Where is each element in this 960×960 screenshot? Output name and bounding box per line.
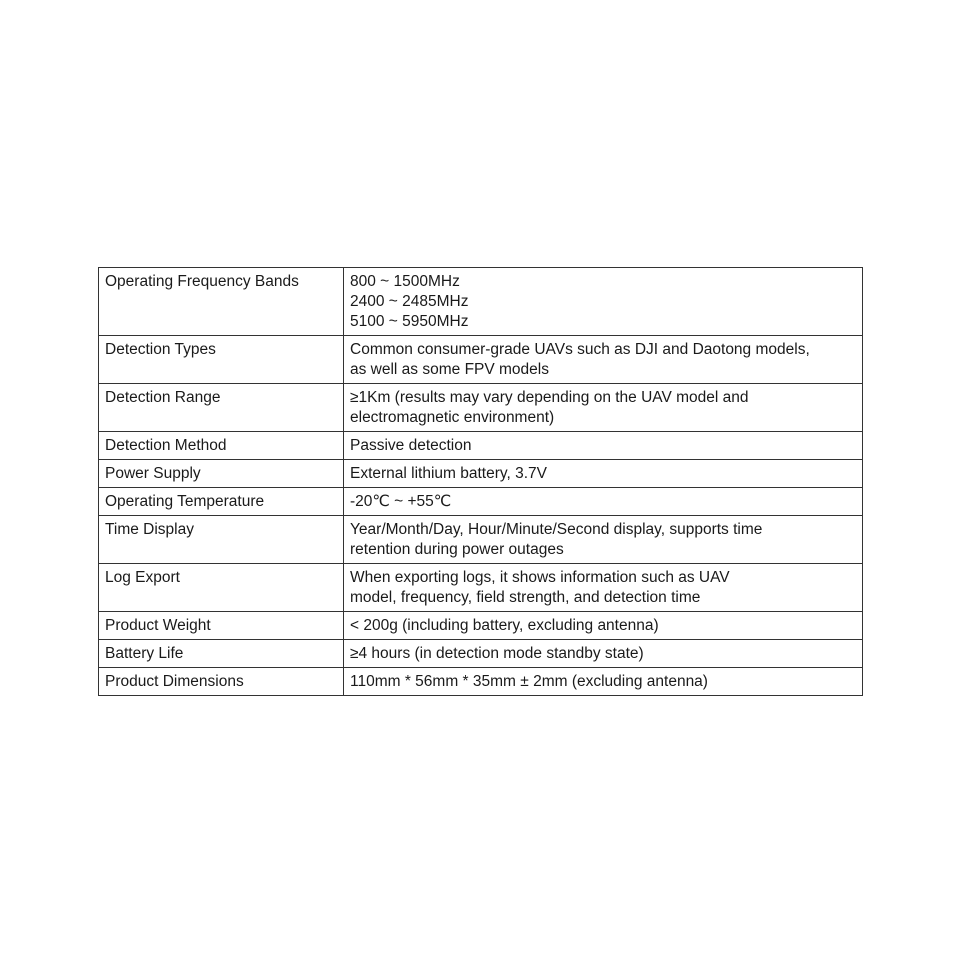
spec-value (344, 432, 863, 460)
table-row (99, 516, 863, 564)
spec-value (344, 564, 863, 612)
spec-value-line: 110mm * 56mm * 35mm ± 2mm (excluding antenna) (350, 673, 708, 690)
spec-label: Battery Life (99, 640, 344, 668)
spec-label: Power Supply (99, 460, 344, 488)
spec-value-line: 5100 ~ 5950MHz (350, 313, 469, 330)
spec-value-line: Year/Month/Day, Hour/Minute/Second display, supports time (350, 521, 763, 538)
spec-value (344, 336, 863, 384)
spec-label: Log Export (99, 564, 344, 612)
table-row (99, 432, 863, 460)
spec-value (344, 268, 863, 336)
spec-value-line: ≥1Km (results may vary depending on the UAV model and (350, 389, 749, 406)
spec-value-line: < 200g (including battery, excluding antenna) (350, 617, 659, 634)
spec-label: Product Dimensions (99, 668, 344, 696)
table-row (99, 488, 863, 516)
spec-table (98, 267, 863, 696)
table-row (99, 268, 863, 336)
spec-value (344, 640, 863, 668)
spec-value-line: When exporting logs, it shows information such as UAV (350, 569, 730, 586)
spec-label: Operating Frequency Bands (99, 268, 344, 336)
spec-label: Time Display (99, 516, 344, 564)
spec-label: Detection Range (99, 384, 344, 432)
table-row (99, 384, 863, 432)
spec-value-line: electromagnetic environment) (350, 409, 555, 426)
table-row (99, 668, 863, 696)
table-row (99, 612, 863, 640)
spec-label: Detection Method (99, 432, 344, 460)
spec-value-line: as well as some FPV models (350, 361, 549, 378)
spec-value (344, 516, 863, 564)
spec-label: Product Weight (99, 612, 344, 640)
spec-label: Operating Temperature (99, 488, 344, 516)
table-row (99, 640, 863, 668)
spec-value-line: -20℃ ~ +55℃ (350, 493, 452, 510)
spec-value (344, 384, 863, 432)
spec-value (344, 460, 863, 488)
spec-value-line: model, frequency, field strength, and detection time (350, 589, 701, 606)
spec-value-line: Passive detection (350, 437, 472, 454)
spec-label: Detection Types (99, 336, 344, 384)
spec-value (344, 488, 863, 516)
table-row (99, 460, 863, 488)
spec-value-line: External lithium battery, 3.7V (350, 465, 547, 482)
spec-value-line: 2400 ~ 2485MHz (350, 293, 469, 310)
spec-value (344, 668, 863, 696)
spec-value-line: Common consumer-grade UAVs such as DJI and Daotong models, (350, 341, 810, 358)
spec-value-line: retention during power outages (350, 541, 564, 558)
table-row (99, 564, 863, 612)
spec-value (344, 612, 863, 640)
table-row (99, 336, 863, 384)
spec-value-line: ≥4 hours (in detection mode standby state) (350, 645, 644, 662)
spec-value-line: 800 ~ 1500MHz (350, 273, 460, 290)
